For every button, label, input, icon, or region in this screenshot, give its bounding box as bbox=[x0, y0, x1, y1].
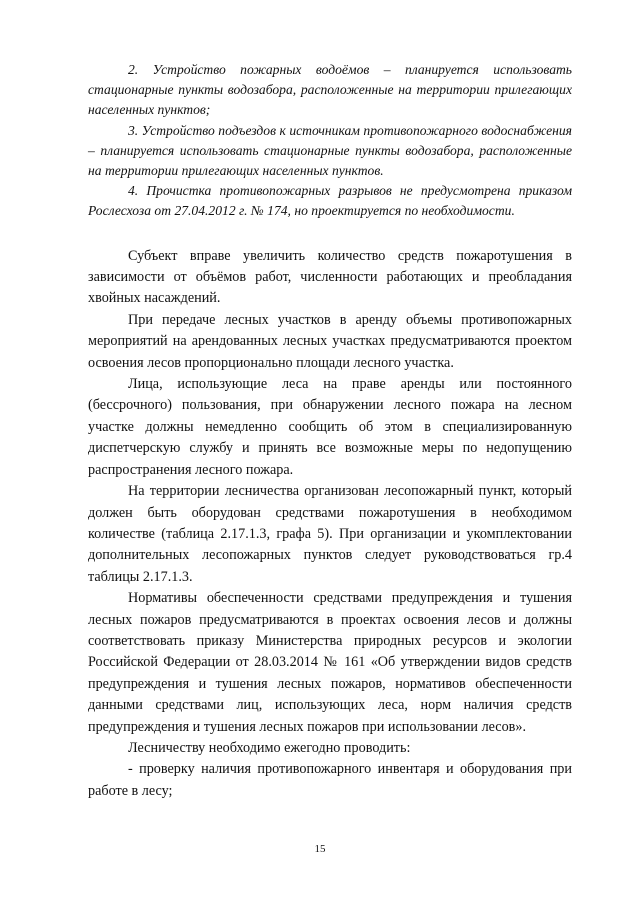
page-number: 15 bbox=[314, 843, 326, 855]
paragraph-lease-measures: При передаче лесных участков в аренду объемы противопожарных мероприятий на арендованных лесных участках предусматриваются проектом освоения лесов пропорционально площади лесного участка. bbox=[88, 311, 572, 371]
section-gap bbox=[88, 222, 572, 246]
italic-item-4: 4. Прочистка противопожарных разрывов не предусмотрена приказом Рослесхоза от 27.04.2012 г. № 174, но проектируется по необходимости. bbox=[88, 183, 572, 219]
list-item-equipment-check: - проверку наличия противопожарного инвентаря и оборудования при работе в лесу; bbox=[88, 761, 572, 799]
italic-item-3: 3. Устройство подъездов к источникам противопожарного водоснабжения – планируется использовать стационарные пункты водозабора, расположенные на территории прилегающих населенных пунктов. bbox=[88, 122, 572, 179]
paragraph-annual-duties: Лесничеству необходимо ежегодно проводить: bbox=[128, 739, 411, 756]
paragraph-norms: Нормативы обеспеченности средствами предупреждения и тушения лесных пожаров предусматриваются в проектах освоения лесов и должны соответствовать приказу Министерства природных ресурсов и экологии Российской Федерации от 28.03.2014 № 161 «Об утверждении видов средств предупреждения и тушения лесных пожаров, нормативов обеспеченности данными средствами лиц, использующих леса, норм наличия средств предупреждения и тушения лесных пожаров при использовании лесов». bbox=[88, 590, 572, 735]
document-body bbox=[88, 60, 572, 802]
italic-item-2: 2. Устройство пожарных водоёмов – планируется использовать стационарные пункты водозабора, расположенные на территории прилегающих населенных пунктов; bbox=[88, 62, 572, 118]
paragraph-fire-reporting: Лица, использующие леса на праве аренды или постоянного (бессрочного) пользования, при обнаружении лесного пожара на лесном участке должны немедленно сообщить об этом в специализированную диспетчерскую службу и принять все возможные меры по недопущению распространения лесного пожара. bbox=[88, 376, 572, 478]
paragraph-fire-station: На территории лесничества организован лесопожарный пункт, который должен быть оборудован средствами пожаротушения в необходимом количестве (таблица 2.17.1.3, графа 5). При организации и укомплектовании дополнительных лесопожарных пунктов следует руководствоваться гр.4 таблицы 2.17.1.3. bbox=[88, 483, 572, 585]
paragraph-fire-equipment: Субъект вправе увеличить количество средств пожаротушения в зависимости от объёмов работ, численности работающих и преобладания хвойных насаждений. bbox=[88, 247, 572, 307]
